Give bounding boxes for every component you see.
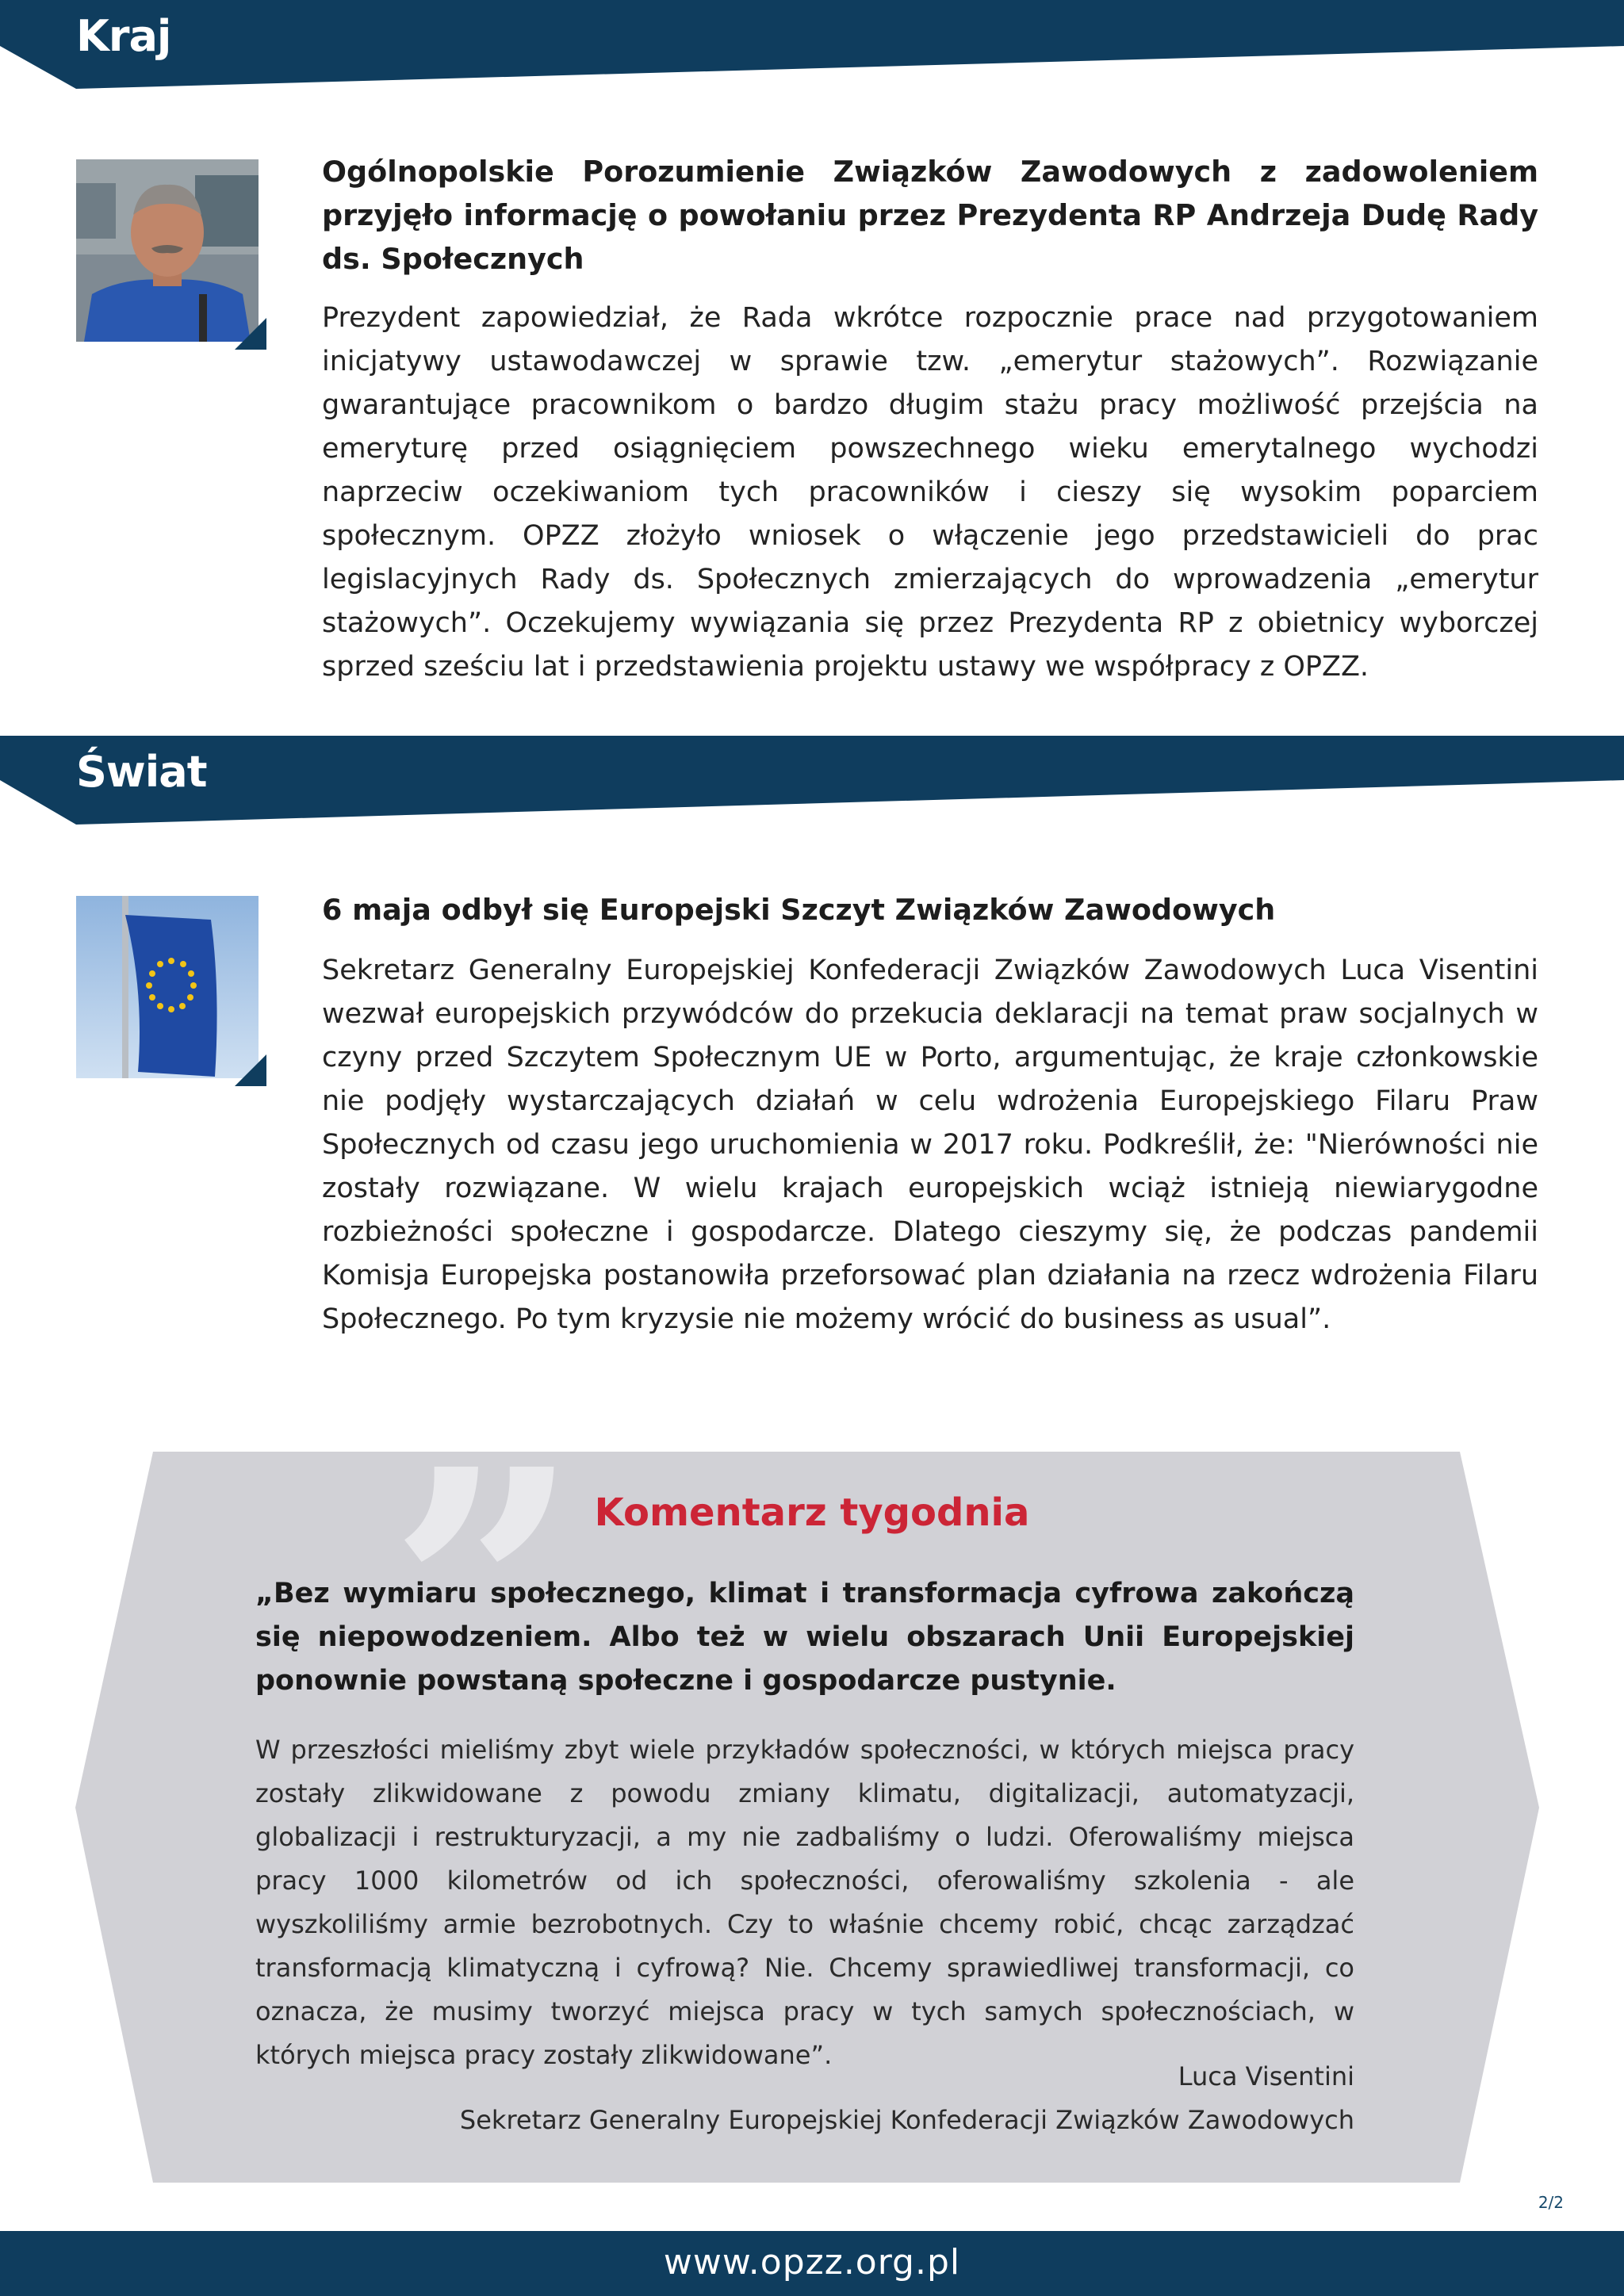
article-headline: 6 maja odbył się Europejski Szczyt Związków Zawodowych — [322, 893, 1276, 927]
comment-body: W przeszłości mieliśmy zbyt wiele przykładów społeczności, w których miejsca pracy zostały zlikwidowane z powodu zmiany klimatu, digitalizacji, automatyzacji, globalizacji i restrukturyzacji, a my nie zadbaliśmy o ludzi. Oferowaliśmy miejsca pracy 1000 kilometrów od ich społeczności, oferowaliśmy szkolenia - ale wyszkoliliśmy armie bezrobotnych. Czy to właśnie chcemy robić, chcąc zarządzać transformacją klimatyczną i cyfrową? Nie. Chcemy sprawiedliwej transformacji, co oznacza, że musimy tworzyć miejsca pracy w tych samych społecznościach, w których miejsca pracy zostały zlikwidowane”. — [255, 1735, 1354, 2070]
section-title-kraj: Kraj — [76, 11, 171, 61]
article-body: Prezydent zapowiedział, że Rada wkrótce rozpocznie prace nad przygotowaniem inicjatywy ustawodawczej w sprawie tzw. „emerytur stażowych”. Rozwiązanie gwarantujące pracownikom o bardzo długim stażu pracy możliwość przejścia na emeryturę przed osiągnięciem powszechnego wieku emerytalnego wychodzi naprzeciw oczekiwaniom tych pracowników i cieszy się wysokim poparciem społecznym. OPZZ złożyło wniosek o włączenie jego przedstawicieli do prac legislacyjnych Rady ds. Społecznych zmierzających do wprowadzenia „emerytur stażowych”. Oczekujemy wywiązania się przez Prezydenta RP z obietnicy wyborczej sprzed sześciu lat i przedstawienia projektu ustawy we współpracy z OPZZ. — [322, 302, 1538, 683]
comment-signature — [255, 2055, 1354, 2142]
quotation-mark-icon: ” — [389, 1398, 580, 1789]
author-name: Luca Visentini — [1178, 2061, 1354, 2091]
article-headline: Ogólnopolskie Porozumienie Związków Zawodowych z zadowoleniem przyjęło informację o powołaniu przez Prezydenta RP Andrzeja Dudę Rady ds. Społecznych — [322, 155, 1538, 276]
footer-bar — [0, 2231, 1624, 2296]
page-number: 2/2 — [1538, 2193, 1564, 2212]
comment-lead-quote: „Bez wymiaru społecznego, klimat i transformacja cyfrowa zakończą się niepowodzeniem. Albo też w wielu obszarach Unii Europejskiej ponownie powstaną społeczne i gospodarcze pustynie. — [255, 1578, 1354, 1697]
footer-website-link[interactable]: www.opzz.org.pl — [663, 2242, 961, 2283]
comment-title: Komentarz tygodnia — [594, 1490, 1030, 1535]
article-body: Sekretarz Generalny Europejskiej Konfederacji Związków Zawodowych Luca Visentini wezwał europejskich przywódców do przekucia deklaracji na temat praw socjalnych w czyny przed Szczytem Społecznym UE w Porto, argumentując, że kraje członkowskie nie podjęły wystarczających działań w celu wdrożenia Europejskiego Filaru Praw Społecznych od czasu jego uruchomienia w 2017 roku. Podkreślił, że: "Nierówności nie zostały rozwiązane. W wielu krajach europejskich wciąż istnieją niewiarygodne rozbieżności społeczne i gospodarcze. Dlatego cieszymy się, że podczas pandemii Komisja Europejska postanowiła przeforsować plan działania na rzecz wdrożenia Filaru Społecznego. Po tym kryzysie nie możemy wrócić do business as usual”. — [322, 955, 1538, 1335]
author-role: Sekretarz Generalny Europejskiej Konfederacji Związków Zawodowych — [459, 2105, 1354, 2135]
section-title-swiat: Świat — [76, 747, 207, 797]
